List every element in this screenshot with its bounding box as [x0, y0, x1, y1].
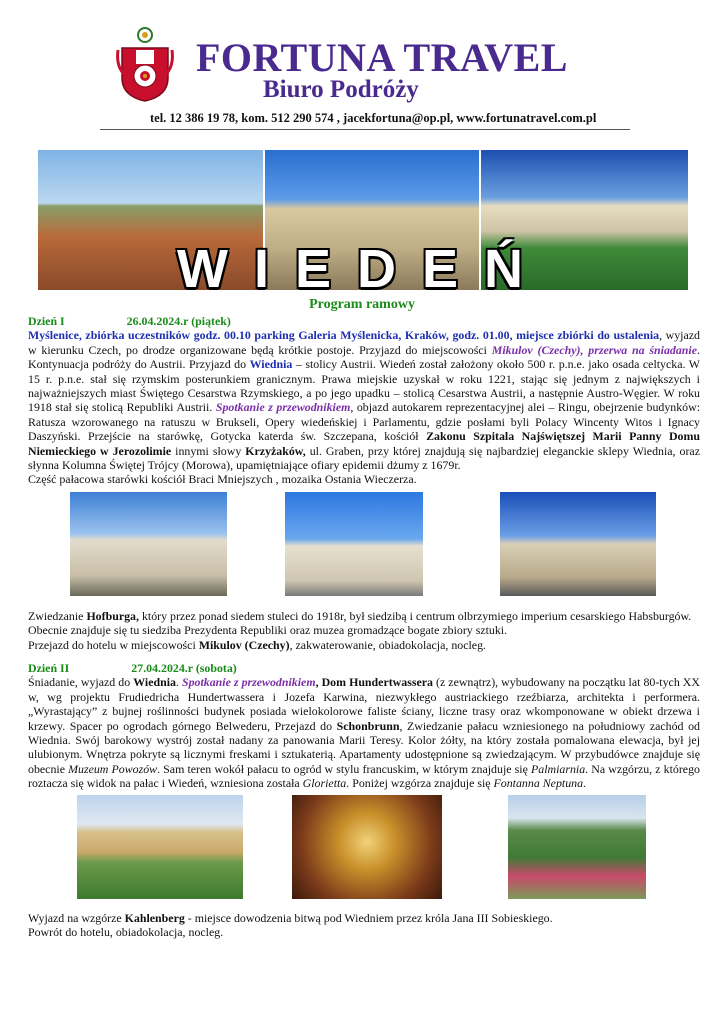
- photo-schonbrunn-palace: [77, 795, 243, 899]
- day1-krzyzakow: Krzyżaków,: [245, 443, 306, 458]
- day1-text: , wyjazd w kierunku Czech, po drodze organizowane będą krótkie postoje. Przyjazd do miejscowości: [28, 328, 700, 357]
- banner-title: WIEDEŃ: [177, 239, 549, 290]
- day1-date: 26.04.2024.r (piątek): [126, 314, 231, 328]
- day2-wieden: Wiednia: [133, 675, 176, 690]
- day2-date: 27.04.2024.r (sobota): [131, 661, 237, 675]
- day2-palmiarnia: Palmiarnia: [530, 761, 586, 776]
- day2-text: . Na wzgórzu, z którego roztacza się widok na pałac i Wiedeń, wzniesiona została: [28, 761, 700, 791]
- day1-text: – stolicy Austrii. Wiedeń został założony około 500 r. p.n.e. jako osada celtycka. W 15 r. p.n.e. stał się rzymskim posterunkiem granicznym. Prawa miejskie uzyskał w roku 1221, stając się jednym z największych i najważniejszych miast Świętego Cesarstwa Rzymskiego, a po jego upadku – stolicą Cesarstwa Austrii, a następnie Austro-Węgier. W roku 1918 stał się stolicą Republiki Austrii.: [28, 357, 701, 415]
- day2-text: .: [583, 776, 587, 791]
- day2-hundertwasser: , Dom Hundertwassera: [315, 675, 433, 690]
- coat-of-arms-logo: [116, 26, 174, 102]
- day1-text: . Kontynuacja podróży do Austrii. Przyjazd do: [28, 342, 700, 372]
- day1-wieden: Wiednia: [249, 357, 293, 372]
- header-divider: [100, 129, 630, 130]
- photo-parliament-2: [70, 492, 227, 596]
- day2-text: - miejsce dowodzenia bitwą pod Wiedniem przez króla Jana III Sobieskiego.: [184, 911, 553, 925]
- day2-text: (z zewnątrz), wybudowany na początku lat 80-tych XX w, wg projektu Frudiedricha Hundertwassera i Jozefa Karwina, niezwykłego austriackiego rzeźbiarza, architekta i performera. „Wyrastający” z bujnej roślinności budynek posiada wielokolorowe faliste ściany, liczne trasy oraz wkomponowane w obiekt drzewa i krzewy. Spacer po ogrodach górnego Belwederu, Przejazd do: [28, 675, 700, 733]
- day2-glorietta: Glorietta: [302, 776, 347, 791]
- day2-section: [28, 661, 700, 791]
- day1-text: Zwiedzanie: [28, 609, 87, 623]
- day2-label: Dzień II: [28, 661, 70, 675]
- photo-gloriette: [508, 795, 646, 899]
- day2-kahlenberg: Kahlenberg: [124, 911, 185, 925]
- day1-mikulov-hotel: Mikulov (Czechy): [198, 637, 290, 652]
- day1-text: ul. Graben, przy której znajdują się najbardziej eleganckie sklepy Wiednia, oraz słynna Kolumna Świętej Trójcy (Morowa), upamiętniające ofiary epidemii dżumy z 1679r.: [28, 443, 700, 473]
- day1-text: Przejazd do hotelu w miejscowości: [28, 637, 199, 652]
- day1-mikulov: Mikulov (Czechy), przerwa na śniadanie: [491, 342, 697, 357]
- brand-subtitle: Biuro Podróży: [263, 76, 419, 103]
- day1-hofburg: Hofburga,: [86, 609, 139, 623]
- photo-palace-interior: [292, 795, 442, 899]
- day2-text: .: [175, 675, 182, 690]
- day2-text: Powrót do hotelu, obiadokolacja, nocleg.: [28, 925, 224, 940]
- day2-neptun: Fontanna Neptuna: [493, 776, 584, 791]
- day1-text: , objazd autokarem reprezentacyjnej alei – Ringu, obejrzenie budynków: Ratusza wzorowanego na ratuszu w Brukseli, Opery wiedeńskiej i Parlamentu, gdzie posłami byli Polacy Wincenty Witos i Ignacy Daszyński. Przejście na starówkę, Gotycka katerda św. Szczepana, kościół: [28, 400, 701, 444]
- day2-text: . Poniżej wzgórza znajduje się: [346, 776, 494, 791]
- day1-text: innymi słowy: [171, 443, 246, 458]
- photo-burgtheater: [285, 492, 423, 596]
- day2-text: , Zwiedzanie pałacu wzniesionego na południowy zachód od Wiednia. Swój barokowy wystrój został nadany za panowania Marii Teresy. Kolor żółty, na który została pomalowana elewacja, był jej ulubionym. Wnętrza pokryte są licznymi freskami i sztukaterią. Apartamenty udostępnione są zwiedzającym. W przybudówce znajduje się obecnie: [28, 718, 700, 776]
- day2-muzeum: Muzeum Powozów: [68, 761, 158, 776]
- day1-guide: Spotkanie z przewodnikiem: [215, 400, 351, 415]
- day1-text: który przez ponad siedem stuleci do 1918r, był siedzibą i centrum olbrzymiego imperium cesarskiego Habsburgów. Obecnie znajduje się tu siedziba Prezydenta Republiki oraz muzea gromadzące bogate zbiory sztuki.: [28, 609, 692, 638]
- day1-meeting: Myślenice, zbiórka uczestników godz. 00.10 parking Galeria Myślenicka, Kraków, godz. 01.00, miejsce zbiórki do ustalenia: [28, 328, 660, 343]
- day1-church: Zakonu Szpitala Najświętszej Marii Panny Domu Niemieckiego w Jerozolimie: [28, 429, 700, 458]
- day1-section: [28, 314, 700, 487]
- day2-guide: Spotkanie z przewodnikiem: [181, 675, 316, 690]
- day1-continuation: [28, 609, 700, 652]
- day2-text: Wyjazd na wzgórze: [28, 911, 125, 925]
- day1-label: Dzień I: [28, 314, 65, 328]
- day2-continuation: [28, 911, 700, 940]
- vienna-banner: [38, 150, 688, 290]
- day1-text: Część pałacowa starówki kościół Braci Mniejszych , mozaika Ostania Wieczerza.: [28, 472, 417, 487]
- day2-schonbrunn: Schonbrunn: [336, 718, 400, 733]
- contact-line: tel. 12 386 19 78, kom. 512 290 574 , jacekfortuna@op.pl, www.fortunatravel.com.pl: [150, 111, 597, 125]
- photo-opera: [500, 492, 656, 596]
- day1-text: , zakwaterowanie, obiadokolacja, nocleg.: [289, 637, 487, 652]
- program-title: Program ramowy: [309, 297, 415, 312]
- day2-text: . Sam teren wokół pałacu to ogród w stylu francuskim, w którym znajduje się: [157, 761, 531, 776]
- brand-title: FORTUNA TRAVEL: [196, 35, 568, 80]
- day2-text: Śniadanie, wyjazd do: [28, 675, 134, 690]
